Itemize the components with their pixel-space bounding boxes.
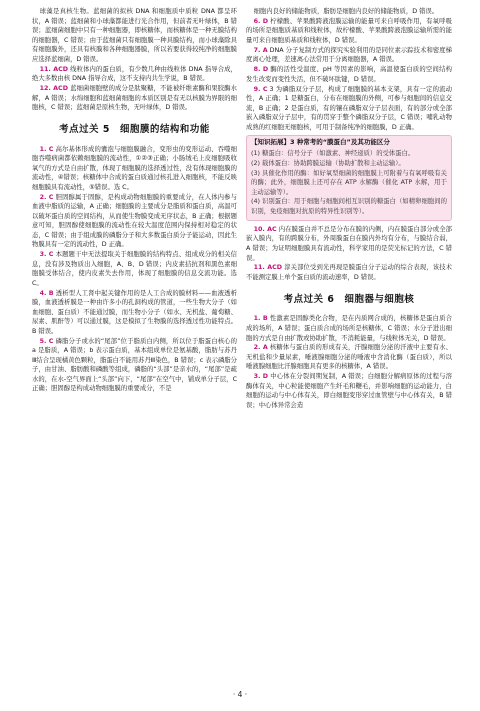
left-column — [32, 7, 237, 394]
answer-text: 透析型人工肾中起关键作用的是人工合成的膜材料——血液透析膜，血液透析膜是一种由许多小的孔洞构成的管道，一些生物大分子（如血细胞、蛋白质）不能通过膜，而生物小分子（如水、无机盐、葡萄糖、尿素、肌酐等）可以通过膜，这是模拟了生物膜的选择透过性功能特点。B 错误。 — [32, 289, 237, 335]
question-number: 4. — [39, 289, 49, 297]
section-title: 细胞膜的结构和功能 — [120, 123, 210, 135]
section-label: 考点过关 6 — [283, 293, 335, 305]
answer-letter: A — [262, 46, 268, 54]
section-heading — [246, 291, 452, 307]
answer-text: DNA 分子复制方式的探究实验利用的是同位素示踪技术和密度梯度离心处理，差速离心法常用于分离细胞器，A 错误。 — [246, 46, 452, 64]
page-number: · 4 · — [232, 690, 248, 699]
answer-paragraph — [246, 225, 452, 263]
question-number: 1. — [39, 145, 49, 153]
answer-letter: C — [48, 337, 54, 345]
answer-text: 中心体在分裂间期复制，A 错误；白细胞分解病原体的过程与溶酶体有关，中心粒能使细胞产生纤毛和鞭毛，并影响细胞的运动能力，白细胞的运动与中心体有关，即白细胞变形穿过血管壁与中心体有关，B 错误；中心体异常会造 — [246, 373, 452, 409]
answer-paragraph — [32, 289, 237, 337]
answer-text: 球藻是真核生物。蓝细菌的拟核 DNA 和细胞质中质粒 DNA 都呈环状，A 错误；蓝细菌和小球藻都能进行光合作用，但前者无叶绿体，B 错误；蓝细菌细胞中只有一种细胞器，即核糖体，而核糖体是一种无膜结构的细胞器，C 错误；由于蓝细菌只有细胞膜一种具膜结构，而小球藻除具有细胞膜外，还具有核膜和各种细胞器膜，所以若要获得较纯净的细胞膜应选择蓝细菌，D 错误。 — [32, 8, 237, 63]
knowledge-box-item: (2) 载体蛋白：协助跨膜运输（协助扩散和主动运输）。 — [251, 159, 405, 167]
answer-list — [246, 225, 452, 283]
question-number: 11. — [39, 65, 54, 73]
answer-letter: D — [262, 373, 269, 381]
answer-text: 胆固醇属于固醇，是构成动物细胞膜的重要成分，在人体内参与血液中脂质的运输，A 正确；细胞膜的主要成分是脂质和蛋白质，高温可以破坏蛋白质的空间结构，从而使生物膜变成无序状态，B 正确；根据题意可知，胆固醇使细胞膜的流动性在较大温度范围内保持相对稳定的状态，C 错误；由于组成膜的磷脂分子和大多数蛋白质分子能运动，因此生物膜具有一定的流动性，D 正确。 — [32, 193, 237, 249]
question-number: 9. — [253, 85, 263, 93]
knowledge-box-item: (1) 糖蛋白：信号分子（如激素、神经递质）的受体蛋白。 — [251, 149, 415, 157]
section-heading — [32, 122, 237, 138]
answer-letter: D — [262, 17, 269, 25]
answer-text: 淳关部位受到光再现是膜蛋白分子运动的综合表现，该技术不能测定膜上单个蛋白质的流动速率，D 错误。 — [246, 264, 452, 281]
answer-text: 细胞内良好的储能物质，脂肪是细胞内良好的储能物质，D 错误。 — [253, 8, 439, 15]
question-number: 11. — [253, 264, 268, 272]
answer-text: 性激素是固醇类化合物，是在内质网合成的，核糖体是蛋白质合成的场所，A 错误；蛋白质合成的场所是核糖体，C 错误；水分子进出细胞的方式是自由扩散或协助扩散，不消耗能量，与线粒体无关，D 错误。 — [246, 315, 452, 342]
answer-paragraph — [32, 193, 237, 250]
question-number: 1. — [253, 315, 263, 323]
answer-text: 柠檬酸、苹果酸跨液泡膜运输的能量可来自呼吸作用，有氧呼吸的场所是细胞质基质和线粒体，故柠檬酸、苹果酸跨液泡膜运输所需的能量可来自细胞质基质和线粒体，D 错误。 — [246, 17, 452, 44]
answer-letter: AC — [267, 225, 277, 233]
knowledge-box-item: (3) 具催化作用的酶：如好氧型细菌的细胞膜上可附着与有氧呼吸有关的酶；此外，细胞膜上还可存在 ATP 水解酶（催化 ATP 水解，用于主动运输等）。 — [251, 169, 447, 196]
answer-text: 磷脂分子或水的“尾部”位于脂质白内侧，所以位于脂蛋白核心的 a 是脂质，A 错误；b 表示蛋白质，基本组成单位是氨基酸，脂肪与苏丹Ⅲ结合呈现橘黄色颗粒，脂蛋白不能用苏丹Ⅲ染色，B 错误；c 表示磷脂分子，由甘油、脂肪酸和磷酸等组成，磷脂的“头部”是亲水的，“尾部”是疏水的，在水-空气界面上“头部”向下，“尾部”在空气中，铺成单分子层，C 正确；胆固醇是构成动物细胞膜的重要成分，不是 — [32, 337, 237, 393]
answer-text: 酶的活性受温度、pH 等因素的影响，高温使蛋白质的空间结构发生改变而变性失活，但不破坏肽键，D 错误。 — [246, 66, 452, 83]
knowledge-box-item: (4) 识别蛋白：用于细胞与细胞间相互识别的糖蛋白（如精卵细胞间的识别，免疫细胞对抗原的特异性识别等）。 — [251, 198, 447, 216]
right-column — [246, 7, 452, 411]
question-number: 8. — [253, 66, 263, 74]
answer-list — [246, 314, 452, 410]
answer-paragraph — [246, 17, 452, 46]
answer-letter: D — [262, 66, 269, 74]
answer-letter: ACD — [53, 65, 69, 73]
answer-letter: C — [48, 251, 54, 259]
question-number: 3. — [253, 373, 263, 381]
section-label: 考点过关 5 — [59, 123, 111, 135]
answer-list — [32, 145, 237, 394]
answer-text: 3 为磷脂双分子层，构成了细胞膜的基本支架，具有一定的流动性，A 正确；1 是糖蛋白，分布在细胞膜的外侧，可参与细胞间的信息交流，B 正确；2 是蛋白质，有的镶在磷脂双分子层表面，有的部分或全部嵌入磷脂双分子层中，有的贯穿于整个磷脂双分子层，C 错误；哺乳动物成熟的红细胞无细胞核，可用于制备纯净的细胞膜，D 正确。 — [246, 85, 452, 131]
knowledge-box-title: 【知识拓展】3 种常考的“膜蛋白”及其功能区分 — [251, 138, 390, 147]
question-number: 12. — [39, 84, 54, 92]
question-number: 7. — [253, 46, 263, 54]
answer-letter: B — [262, 315, 268, 323]
answer-list — [32, 7, 237, 113]
answer-paragraph — [32, 7, 237, 64]
answer-paragraph — [246, 314, 452, 343]
answer-text: 核糖体与蛋白质的形成有关，汗腺细胞分泌的汗液中主要有水、无机盐和少量尿素，唾液腺细胞分泌的唾液中含消化酶（蛋白质），所以唾液腺细胞比汗腺细胞具有更多的核糖体，A 错误。 — [246, 344, 452, 371]
answer-letter: C — [262, 85, 268, 93]
section-title: 细胞器与细胞核 — [344, 293, 415, 305]
answer-paragraph — [246, 372, 452, 410]
answer-paragraph — [32, 337, 237, 394]
answer-text: 内在膜蛋白并不总是分布在膜的内侧，内在膜蛋白部分或全部嵌入膜内，有的跨膜分布，外周膜蛋白在膜内外均有分布，与膜结合弱，A 错误；为证明细胞膜具有流动性，科学家用的是荧光标记的方法，C 错误。 — [246, 225, 452, 262]
answer-paragraph — [246, 7, 452, 17]
answer-letter: A — [262, 344, 268, 352]
answer-paragraph — [246, 46, 452, 65]
answer-paragraph — [246, 343, 452, 372]
answer-letter: C — [48, 193, 54, 201]
question-number: 10. — [253, 225, 268, 233]
answer-list — [246, 7, 452, 132]
question-number: 2. — [253, 344, 263, 352]
knowledge-box — [246, 135, 452, 221]
answer-letter: B — [48, 289, 54, 297]
question-number: 5. — [39, 337, 49, 345]
answer-paragraph — [32, 145, 237, 193]
answer-paragraph — [32, 84, 237, 113]
question-number: 2. — [39, 193, 49, 201]
answer-paragraph — [32, 250, 237, 288]
answer-paragraph — [246, 65, 452, 84]
answer-paragraph — [246, 263, 452, 282]
knowledge-box-items — [251, 149, 447, 217]
answer-paragraph — [246, 85, 452, 133]
answer-letter: ACD — [53, 84, 68, 92]
answer-paragraph — [32, 65, 237, 84]
answer-text: 高尔基体形成的囊泡与细胞膜融合，变形虫的变形运动、吞噬细胞吞噬病菌都依赖细胞膜的流动性，①②③正确；小肠绒毛上皮细胞吸收氧气的方式是自由扩散，体现了细胞膜的选择透过性，没有体现细胞膜的流动性，④错误；核糖体中合成的蛋白质通过核孔进入细胞核，不能反映细胞膜具有流动性，⑤错误。选 C。 — [32, 145, 237, 191]
question-number: 3. — [39, 251, 49, 259]
answer-text: 蓝细菌细胞壁的成分是肽聚糖，不能被纤维素酶和果胶酶水解，A 错误；水绵细胞和蓝细菌细胞的本质区别是有无以核膜为界限的细胞核，C 错误；蓝细菌是原核生物，无叶绿体，D 错误。 — [32, 84, 237, 112]
answer-text: 本题题干中无法提取关于细胞膜的结构特点、组成成分的相关信息，没有涉及物质出入细胞，A、B、D 错误；内皮素拮抗剂和黑色素细胞膜受体结合，使内皮素失去作用，体现了细胞膜的信息交流功能。选 C。 — [32, 251, 237, 287]
answer-letter: C — [48, 145, 54, 153]
question-number: 6. — [253, 17, 263, 25]
answer-text: 线粒体内的蛋白质，有少数几种由线粒体 DNA 指导合成，绝大多数由核 DNA 指导合成，这不支持内共生学说，B 错误。 — [32, 65, 237, 83]
answer-letter: ACD — [267, 264, 283, 272]
